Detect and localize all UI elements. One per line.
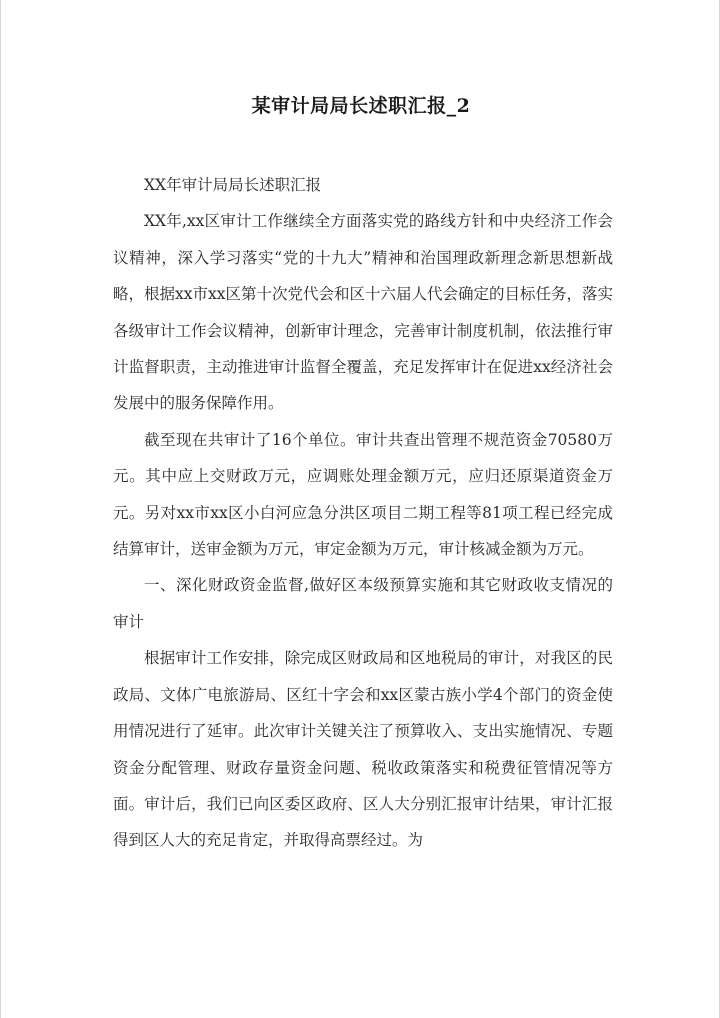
- section-heading-1: 一、深化财政资金监督,做好区本级预算实施和其它财政收支情况的审计: [113, 576, 613, 631]
- paragraph-section-1: 根据审计工作安排，除完成区财政局和区地税局的审计，对我区的民政局、文体广电旅游局、区红十字会和xx区蒙古族小学4个部门的资金使用情况进行了延审。此次审计关键关注了预算收入、支出实施情况、专题资金分配管理、财政存量资金问题、税收政策落实和税费征管情况等方面。审计后，我们已向区委区政府、区人大分别汇报审计结果，审计汇报得到区人大的充足肯定，并取得高票经过。为: [113, 649, 613, 850]
- paragraph-summary: 截至现在共审计了16个单位。审计共查出管理不规范资金70580万元。其中应上交财政万元，应调账处理金额万元，应归还原渠道资金万元。另对xx市xx区小白河应急分洪区项目二期工程等81项工程已经完成结算审计，送审金额为万元，审定金额为万元，审计核减金额为万元。: [113, 430, 613, 559]
- document-title: 某审计局局长述职汇报_2: [251, 95, 471, 117]
- paragraph-subtitle: XX年审计局局长述职汇报: [144, 176, 322, 194]
- paragraph-intro: XX年,xx区审计工作继续全方面落实党的路线方针和中央经济工作会议精神，深入学习落实“党的十九大”精神和治国理政新理念新思想新战略，根据xx市xx区第十次党代会和区十六届人代会确定的目标任务，落实各级审计工作会议精神，创新审计理念，完善审计制度机制，依法推行审计监督职责，主动推进审计监督全覆盖，充足发挥审计在促进xx经济社会发展中的服务保障作用。: [113, 212, 613, 413]
- document-body: [113, 167, 613, 859]
